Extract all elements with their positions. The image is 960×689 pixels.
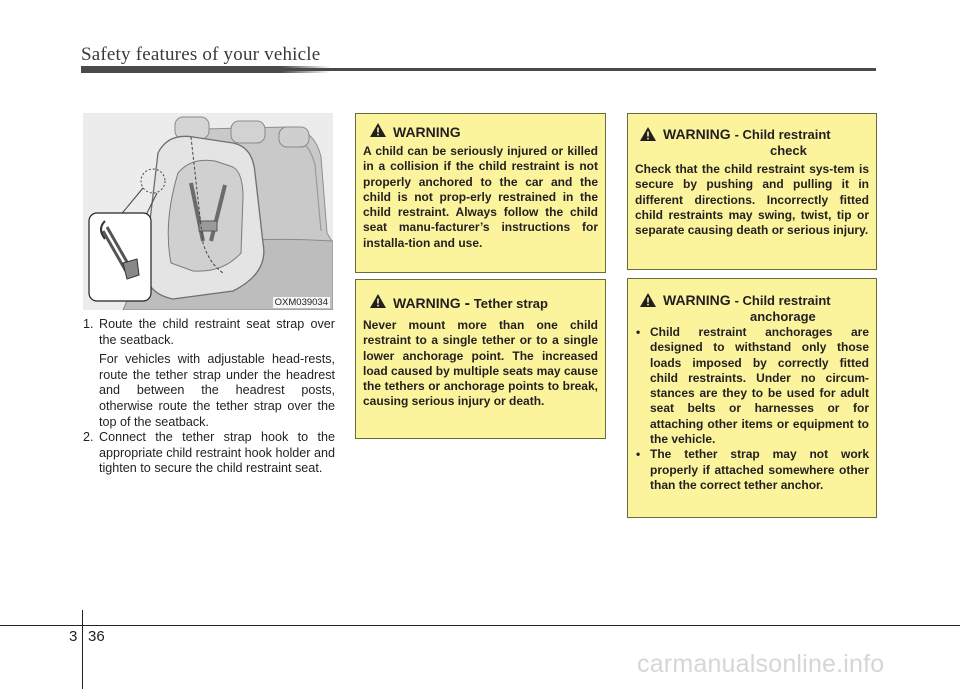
chapter-number: 3 bbox=[69, 628, 78, 645]
page-number: 36 bbox=[88, 628, 105, 645]
step-text: Route the child restraint seat strap over the seatback. bbox=[99, 317, 335, 347]
warning-box-child-restraint-anchorage bbox=[627, 278, 877, 518]
warning-subtitle: - Child restraint bbox=[734, 127, 831, 142]
warning-box-general bbox=[355, 113, 606, 273]
warning-subtitle-line2: anchorage bbox=[750, 309, 816, 324]
step-2 bbox=[83, 430, 335, 477]
footer-rule bbox=[0, 625, 960, 626]
child-seat-illustration bbox=[83, 113, 333, 310]
warning-body: Never mount more than one child restraint to a single tether or to a single lower anchorage point. The increased load caused by multiple seats may cause the tethers or anchorage points to break, causing serious injury or death. bbox=[363, 318, 598, 409]
warning-bullet-list bbox=[628, 325, 876, 493]
warning-title bbox=[663, 293, 831, 308]
warning-box-tether-strap bbox=[355, 279, 606, 439]
page-header-title: Safety features of your vehicle bbox=[81, 44, 321, 65]
footer-divider bbox=[82, 610, 83, 689]
warning-title-word: WARNING bbox=[663, 292, 731, 308]
warning-body: Check that the child restraint sys-tem is secure by pushing and pulling it in different directions. Incorrectly fitted child restraints may swing, twist, tip or separate causing death or serious injury. bbox=[635, 162, 869, 238]
warning-triangle-icon bbox=[370, 123, 386, 137]
warning-subtitle: - Child restraint bbox=[734, 293, 831, 308]
warning-subtitle-line2: check bbox=[770, 143, 807, 158]
watermark-link[interactable]: carmanualsonline.info bbox=[637, 650, 885, 678]
warning-triangle-icon bbox=[640, 293, 656, 307]
warning-body: A child can be seriously injured or killed in a collision if the child restraint is not properly anchored to the car and the child is not prop-erly restrained in the child restraint. Always follow the child seat manu-facturer’s instructions for installa-tion and use. bbox=[363, 144, 598, 250]
child-seat-tether-illustration bbox=[83, 113, 333, 310]
warning-title bbox=[393, 296, 548, 311]
step-number: 1. bbox=[83, 317, 94, 331]
step-text: Connect the tether strap hook to the appropriate child restraint hook holder and tighten to secure the child restraint seat. bbox=[99, 430, 335, 476]
warning-subtitle: Tether strap bbox=[473, 296, 548, 311]
warning-bullet: • The tether strap may not work properly if attached somewhere other than the correct tether anchor. bbox=[635, 447, 869, 493]
warning-triangle-icon bbox=[370, 294, 386, 308]
warning-box-child-restraint-check bbox=[627, 113, 877, 270]
step-number: 2. bbox=[83, 430, 94, 445]
step-1 bbox=[83, 317, 335, 348]
warning-title-word: WARNING bbox=[393, 295, 461, 311]
warning-title: WARNING bbox=[393, 124, 461, 140]
warning-bullet: • Child restraint anchorages are designed to withstand only those loads imposed by correctly fitted child restraints. Under no circum-stances are they to be used for adult seat belts or harnesses or for attaching other items or equipment to the vehicle. bbox=[635, 325, 869, 447]
warning-title-dash: - bbox=[464, 295, 470, 312]
installation-steps bbox=[83, 317, 335, 477]
warning-title-word: WARNING bbox=[663, 126, 731, 142]
warning-triangle-icon bbox=[640, 127, 656, 141]
header-rule bbox=[81, 68, 876, 71]
step-1-note: For vehicles with adjustable head-rests, route the tether strap under the headrest and between the headrest posts, otherwise route the tether strap over the top of the seatback. bbox=[99, 352, 335, 429]
warning-title bbox=[663, 127, 831, 142]
figure-code: OXM039034 bbox=[274, 297, 328, 308]
